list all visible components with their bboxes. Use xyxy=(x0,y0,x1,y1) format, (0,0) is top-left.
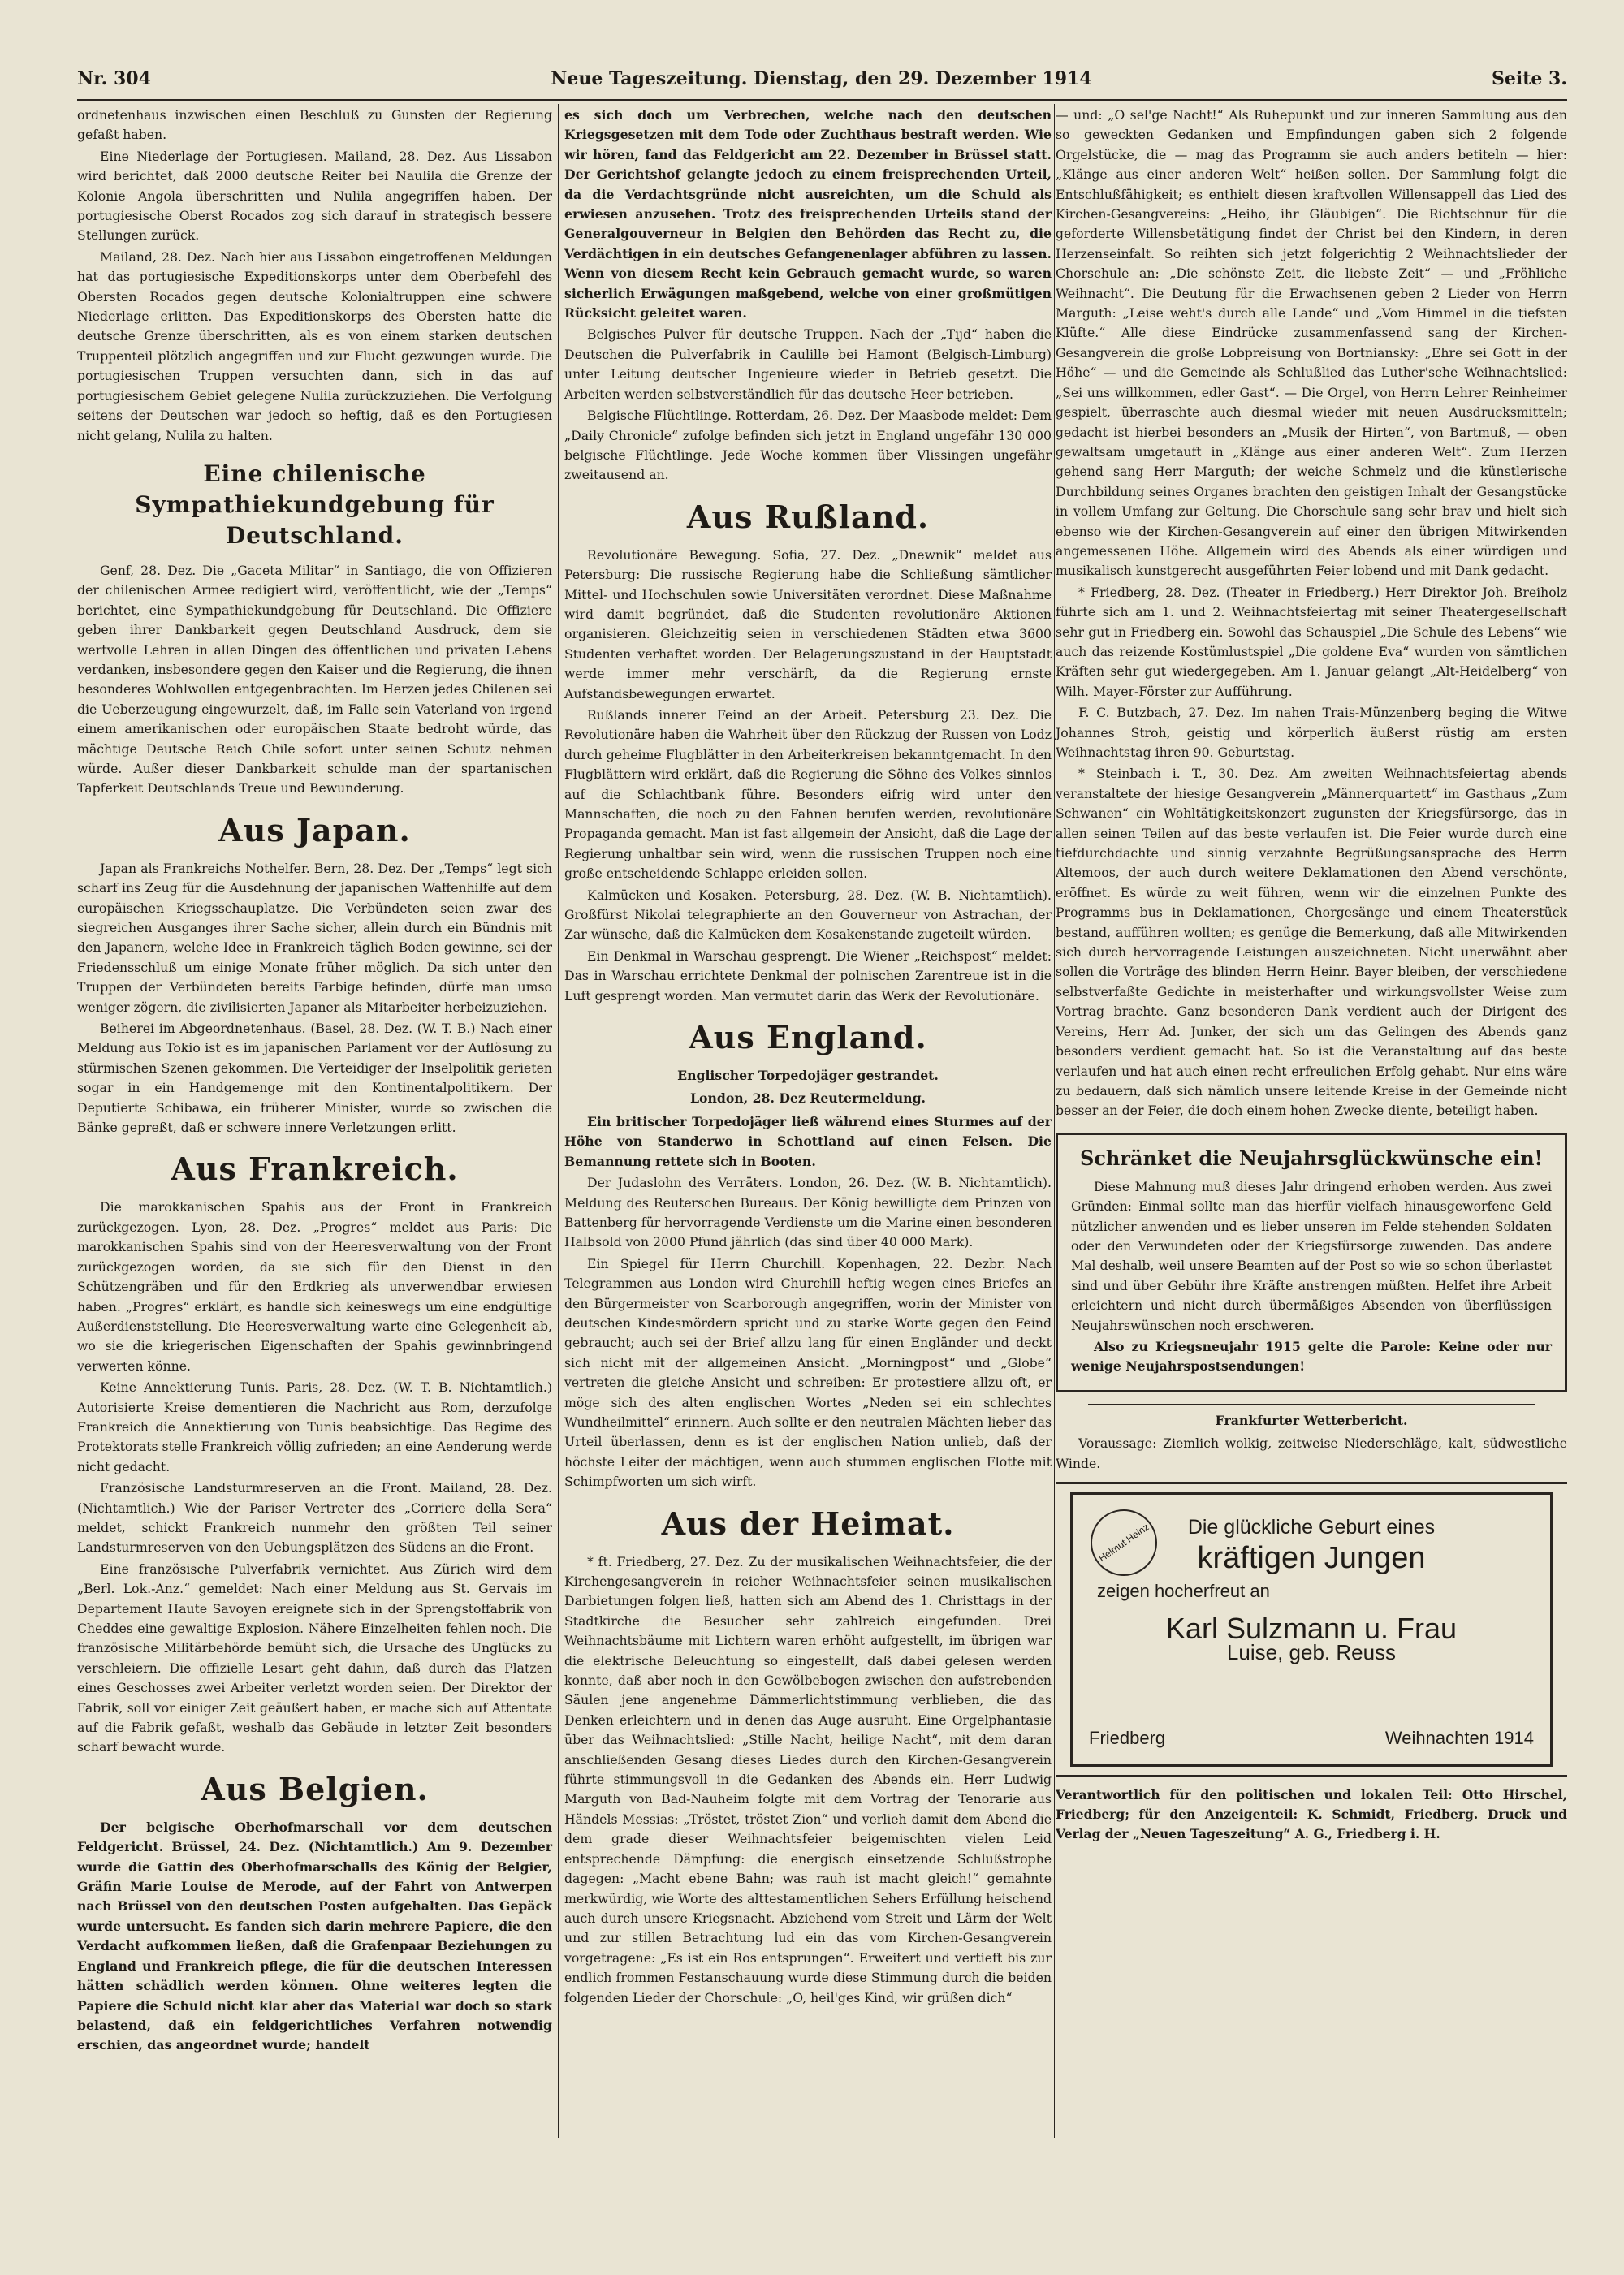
article-paragraph: es sich doch um Verbrechen, welche nach den deutschen Kriegsgesetzen mit dem Tode oder Zuchthaus bestraft werden. Wie wir hören, fand das Feldgericht am 22. Dezember in Brüssel statt. Der Gerichtshof gelangte jedoch zu einem freisprechenden Urteil, da die Verdachtsgründe nicht ausreichten, um die Schuld als erwiesen anzusehen. Trotz des freisprechenden Urteils stand der Generalgouverneur in Belgien den Behörden das Recht zu, die Verdächtigen in ein deutsches Gefangenenlager abführen zu lassen. Wenn von diesem Recht kein Gebrauch gemacht wurde, so waren sicherlich Erwägungen maßgebend, welche von einer großmütigen Rücksicht geleitet waren. xyxy=(564,107,1052,322)
notice-box xyxy=(1056,1133,1567,1392)
ad-headline: kräftigen Jungen xyxy=(1197,1541,1426,1576)
section-heading-japan: Aus Japan. xyxy=(218,811,411,848)
section-heading-chile: Eine chilenische Sympathiekundgebung für Deutschland. xyxy=(135,460,495,549)
article-paragraph: Rußlands innerer Feind an der Arbeit. Petersburg 23. Dez. Die Revolutionäre haben die Wahrheit über den Rückzug der Russen von Lodz durch geheime Flugblätter in den Arbeiterkreisen bekanntgemacht. In den Flugblättern wird erklärt, daß die Regierung die Söhne des Volkes sinnlos auf die Schlachtbank führe. Besonders eifrig wird unter den Mannschaften, die noch zu den Fahnen berufen werden, revolutionäre Propaganda gemacht. Man ist fast allgemein der Ansicht, daß die Lage der Regierung unhaltbar sein wird, wenn die russischen Truppen noch eine große entscheidende Schlappe erleiden sollen. xyxy=(564,706,1052,882)
divider xyxy=(1088,1404,1535,1405)
article-paragraph: Revolutionäre Bewegung. Sofia, 27. Dez. „Dnewnik“ meldet aus Petersburg: Die russische Regierung habe die Schließung sämtlicher Mittel- und Hochschulen sowie Universitäten verordnet. Diese Maßnahme wird damit begründet, daß die Studenten revolutionäre Aktionen organisieren. Gleichzeitig seien in verschiedenen Städten etwa 3600 Studenten verhaftet worden. Der Belagerungszustand in der Hauptstadt werde immer mehr verschärft, da die Regierung ernste Aufstandsbewegungen erwartet. xyxy=(564,546,1052,701)
article-paragraph: Beiherei im Abgeordnetenhaus. (Basel, 28. Dez. (W. T. B.) Nach einer Meldung aus Tokio ist es im japanischen Parlament vor der Auflösung zu stürmischen Szenen gekommen. Die Verteidiger der Inselpolitik gerieten sogar in ein Handgemenge mit den Kontinentalpolitikern. Der Deputierte Schibawa, ein früherer Minister, wurde so zwischen die Bänke gepreßt, daß er schwere innere Verletzungen erlitt. xyxy=(77,1021,552,1136)
page-number: Seite 3. xyxy=(1491,68,1567,89)
article-paragraph: Der belgische Oberhofmarschall vor dem deutschen Feldgericht. Brüssel, 24. Dez. (Nichtamtlich.) Am 9. Dezember wurde die Gattin des Oberhofmarschalls des König der Belgier, Gräfin Marie Louise de Merode, auf der Fahrt von Antwerpen nach Brüssel von den deutschen Posten aufgehalten. Das Gepäck wurde untersucht. Es fanden sich darin mehrere Papiere, die den Verdacht aufkommen ließen, daß die Grafenpaar Beziehungen zu England und Frankreich pflege, die für die deutschen Interessen hätten schädlich werden können. Ohne weiteres legten die Papiere die Schuld nicht klar aber das Material war doch so stark belastend, daß ein feldgerichtliches Verfahren notwendig erschien, das angeordnet wurde; handelt xyxy=(77,1819,552,2053)
divider xyxy=(1056,1775,1567,1777)
column-3 xyxy=(1056,106,1567,1844)
subheading: Englischer Torpedojäger gestrandet. xyxy=(677,1068,939,1084)
ad-names-sub: Luise, geb. Reuss xyxy=(1226,1639,1397,1664)
notice-title: Schränket die Neujahrsglückwünsche ein! xyxy=(1079,1146,1544,1170)
article-paragraph: Eine französische Pulverfabrik vernichtet. Aus Zürich wird dem „Berl. Lok.-Anz.“ gemeldet: Nach einer Meldung aus St. Gervais im Departement Haute Savoyen ereignete sich in der Sprengstoffabrik von Cheddes eine gewaltige Explosion. Nähere Einzelheiten fehlen noch. Die französische Militärbehörde bemüht sich, die Ursache des Unglücks zu verschleiern. Die offizielle Lesart geht dahin, daß durch das Platzen eines Geschosses zwei Arbeiter verletzt worden seien. Der Direktor der Fabrik, soll vor einiger Zeit geäußert haben, er mache sich auf Attentate auf die Fabrik gefaßt, weshalb das Gebäude in letzter Zeit besonders scharf bewacht wurde. xyxy=(77,1561,552,1755)
article-paragraph: * Friedberg, 28. Dez. (Theater in Friedberg.) Herr Direktor Joh. Breiholz führte sich am 1. und 2. Weihnachtsfeiertag mit seiner Theatergesellschaft sehr gut in Friedberg ein. Sowohl das Schauspiel „Die Schule des Lebens“ wie auch das reizende Kostümlustspiel „Die goldene Eva“ wurden von sämtlichen Kräften sehr gut wiedergegeben. Am 1. Januar gelangt „Alt-Heidelberg“ von Wilh. Mayer-Förster zur Aufführung. xyxy=(1056,584,1567,699)
article-paragraph: Mailand, 28. Dez. Nach hier aus Lissabon eingetroffenen Meldungen hat das portugiesische Expeditionskorps unter dem Oberbefehl des Obersten Rocados gegen deutsche Kolonialtruppen eine schwere Niederlage erlitten. Das Expeditionskorps des Obersten hatte die deutsche Grenze überschritten, als es von einem starken deutschen Truppenteil plötzlich angegriffen und zur Flucht gezwungen wurde. Die portugiesischen Truppen versuchten dann, sich in das auf portugiesischem Gebiet gelegene Nulila zurückzuziehen. Die Verfolgung seitens der Deutschen war jedoch so heftig, daß es den Portugiesen nicht gelang, Nulila zu halten. xyxy=(77,248,552,443)
article-paragraph: — und: „O sel'ge Nacht!“ Als Ruhepunkt und zur inneren Sammlung aus den so geweckten Gedanken und Empfindungen gaben sich 2 folgende Orgelstücke, die — mag das Programm sie auch anders betiteln — hier: „Klänge aus einer anderen Welt“ heißen sollen. Der Sammlung folgt die Entschlußfähigkeit; es enthielt diesen kraftvollen Willensappell das Lied des Kirchen-Gesangvereins: „Heiho, ihr Gläubigen“. Die Richtschnur für die geforderte Willensbetätigung findet der Christ bei den Kindern, in deren Herzenseinfalt. So reihten sich jetzt folgerichtig 2 Weihnachtslieder der Chorschule an: „Die schönste Zeit, die liebste Zeit“ — und „Fröhliche Weihnacht“. Die Deutung für die Erwachsenen geben 2 Lieder von Herrn Marguth: „Leise weht's durch alle Lande“ und „Vom Himmel in die tiefsten Klüfte.“ Alle diese Eindrücke zusammenfassend sang der Kirchen-Gesangverein die große Lobpreisung von Bortniansky: „Ehre sei Gott in der Höhe“ — und die Gemeinde als Schlußlied das Luther'sche Weihnachtslied: „Sei uns willkommen, edler Gast“. — Die Orgel, von Herrn Lehrer Reinheimer gespielt, überraschte auch diesmal wieder mit neuen Ausdrucksmitteln; gedacht ist hierbei besonders an „Musik der Hirten“, von Bartmuß, — oben gewaltsam umgetauft in „Klänge aus einer anderen Welt“. Zum Herzen gehend sang Herr Marguth; der weiche Schmelz und die künstlerische Durchbildung seines Organes brachten den geistigen Inhalt der Gesangstücke in vollem Umfang zur Geltung. Die Chorschule sang sehr brav und hielt sich ebenso wie der Kirchen-Gesangverein auf einer den übrigen Mitwirkenden angemessenen Höhe. Allgemein wird des Abends als einer würdigen und musikalisch kunstgerecht ausgeführten Feier lobend und mit Dank gedacht. xyxy=(1056,107,1567,579)
issue-number: Nr. 304 xyxy=(77,68,151,89)
article-paragraph: ordnetenhaus inzwischen einen Beschluß zu Gunsten der Regierung gefaßt haben. xyxy=(77,107,552,143)
column-1 xyxy=(77,106,552,2057)
ad-line: zeigen hocherfreut an xyxy=(1097,1580,1270,1601)
article-paragraph: * Steinbach i. T., 30. Dez. Am zweiten Weihnachtsfeiertag abends veranstaltete der hiesige Gesangverein „Männerquartett“ im Gasthaus „Zum Schwanen“ ein Wohltätigkeitskonzert zugunsten der Kriegsfürsorge, das in allen seinen Teilen auf das beste verlaufen ist. Die Feier wurde durch eine tiefdurchdachte und sinnig verzahnte Begrüßungsansprache des Herrn Altemoos, der auch durch weitere Deklamationen den Abend verschönte, eröffnet. Es würde zu weit führen, wenn wir die einzelnen Punkte des Programms bus in Deklamationen, Chorgesänge und einem Theaterstück bestand, aufführen wollten; es genüge die Bemerkung, daß alle Mitwirkenden sich durch hervorragende Leistungen auszeichneten. Nicht unerwähnt aber sollen die Vorträge des blinden Herrn Heinr. Bayer bleiben, der verschiedene selbstverfaßte Gedichte in meisterhafter und wirkungsvollster Weise zum Vortrag brachte. Ganz besonderen Dank verdient auch der Dirigent des Vereins, Herr Ad. Junker, der sich um das Gelingen des Abends ganz besonders verdient gemacht hat. So ist die Veranstaltung auf das beste verlaufen und hat auch einen recht erfreulichen Erfolg gehabt. Nur eins wäre zu bedauern, daß sich nämlich unsere leitende Kreise in der Gemeinde nicht besser an der Feier, die doch einem hohen Zwecke diente, beteiligt haben. xyxy=(1056,766,1567,1119)
subheading: London, 28. Dez Reutermeldung. xyxy=(689,1090,926,1107)
ad-date: Weihnachten 1914 xyxy=(1384,1727,1534,1748)
column-rule-2 xyxy=(1054,104,1055,2138)
section-heading-heimat: Aus der Heimat. xyxy=(661,1504,955,1542)
column-rule-1 xyxy=(558,104,559,2138)
weather-title: Frankfurter Wetterbericht. xyxy=(1215,1412,1408,1428)
masthead xyxy=(77,58,1567,101)
article-paragraph: Belgisches Pulver für deutsche Truppen. Nach der „Tijd“ haben die Deutschen die Pulverfabrik in Caulille bei Hamont (Belgisch-Limburg) unter Leitung deutscher Ingenieure wieder in Betrieb gesetzt. Die Arbeiten werden selbstverständlich für das deutsche Heer betrieben. xyxy=(564,326,1052,402)
imprint: Verantwortlich für den politischen und lokalen Teil: Otto Hirschel, Friedberg; für den Anzeigenteil: K. Schmidt, Friedberg. Druck und Verlag der „Neuen Tageszeitung“ A. G., Friedberg i. H. xyxy=(1056,1787,1567,1841)
weather-text: Voraussage: Ziemlich wolkig, zeitweise Niederschläge, kalt, südwestliche Winde. xyxy=(1056,1435,1567,1471)
article-paragraph: Kalmücken und Kosaken. Petersburg, 28. Dez. (W. B. Nichtamtlich). Großfürst Nikolai telegraphierte an den Gouverneur von Astrachan, der Zar wünsche, daß die Kalmücken dem Kosakenstande zugeteilt würden. xyxy=(564,887,1052,943)
section-heading-belgien: Aus Belgien. xyxy=(201,1770,429,1807)
article-paragraph: * ft. Friedberg, 27. Dez. Zu der musikalischen Weihnachtsfeier, die der Kirchengesangverein in reicher Weihnachtsfeier seinen musikalischen Darbietungen folgen ließ, hatten sich am Abend des 1. Christtags in der Stadtkirche die Besucher sehr zahlreich eingefunden. Drei Weihnachtsbäume mit Lichtern waren erhöht aufgestellt, im übrigen war die elektrische Beleuchtung so eingestellt, daß dabei gelesen werden konnte, daß aber noch in den Gewölbebogen zwischen den aufstrebenden Säulen jene angenehme Dämmerlichtstimmung verblieben, die das Denken erleichtern und in denen das Auge ausruht. Eine Orgelphantasie über das Weihnachtslied: „Stille Nacht, heilige Nacht“, mit dem daran anschließenden Gesang dieses Liedes durch den Kirchen-Gesangverein führte stimmungsvoll in die Gedanken des Abends ein. Herr Ludwig Marguth von Bad-Nauheim folgte mit dem Vortrag der Tenorarie aus Händels Messias: „Tröstet, tröstet Zion“ und verlieh damit dem Abend die dem grade dieser Weihnachtsfeier beigemischten vielen Leid entsprechende Dämpfung: die energisch einsetzende Schlußstrophe dagegen: „Macht ebene Bahn; was rauh ist macht gleich!“ gemahnte merkwürdig, wie Worte des alttestamentlichen Sehers Erfüllung heischend auch durch unsere Kriegsnacht. Abziehend vom Streit und Lärm der Welt und zur stillen Betrachtung lud ein das vom Kirchen-Gesangverein vorgetragene: „Es ist ein Ros entsprungen“. Erweitert und vertieft bis zur endlich frommen Festanschauung wurde diese Stimmung durch die beiden folgenden Lieder der Chorschule: „O, heil'ges Kind, wir grüßen dich“ xyxy=(564,1553,1052,2005)
article-paragraph: Die marokkanischen Spahis aus der Front in Frankreich zurückgezogen. Lyon, 28. Dez. „Progres“ meldet aus Paris: Die marokkanischen Spahis sind von der Heeresverwaltung von der Front zurückgezogen worden, da sie sich für den Dienst in den Schützengräben und für den Erdkrieg als unverwendbar erwiesen haben. „Progres“ erklärt, es handle sich keineswegs um eine endgültige Außerdienststellung. Die Heeresverwaltung warte eine Gelegenheit ab, wo sie die kriegerischen Eigenschaften der Spahis gewinnbringend verwerten könne. xyxy=(77,1199,552,1374)
paper-title-date: Neue Tageszeitung. Dienstag, den 29. Dezember 1914 xyxy=(551,68,1092,89)
article-paragraph: Französische Landsturmreserven an die Front. Mailand, 28. Dez. (Nichtamtlich.) Wie der Pariser Vertreter des „Corriere della Sera“ meldet, schickt Frankreich nunmehr den größten Teil seiner Landsturmreserven von den Uebungsplätzen des Südens an die Front. xyxy=(77,1480,552,1556)
divider xyxy=(1056,1482,1567,1484)
stamp-logo: Helmut Heinz xyxy=(1078,1496,1170,1589)
article-paragraph: Der Judaslohn des Verräters. London, 26. Dez. (W. B. Nichtamtlich). Meldung des Reuterschen Bureaus. Der König bewilligte dem Prinzen von Battenberg für hervorragende Verdienste um die Marine einen besonderen Halbsold von 2000 Pfund jährlich (das sind über 40 000 Mark). xyxy=(564,1175,1052,1250)
birth-announcement-ad xyxy=(1070,1492,1553,1767)
section-heading-england: Aus England. xyxy=(689,1019,927,1056)
article-paragraph: Belgische Flüchtlinge. Rotterdam, 26. Dez. Der Maasbode meldet: Dem „Daily Chronicle“ zufolge befinden sich jetzt in England ungefähr 130 000 belgische Flüchtlinge. Jede Woche kommen über Vlissingen ungefähr zweitausend an. xyxy=(564,408,1052,483)
article-paragraph: Ein britischer Torpedojäger ließ während eines Sturmes auf der Höhe von Standerwo in Schottland auf einen Felsen. Die Bemannung rettete sich in Booten. xyxy=(564,1113,1052,1169)
section-heading-russland: Aus Rußland. xyxy=(686,498,930,535)
notice-paragraph: Diese Mahnung muß dieses Jahr dringend erhoben werden. Aus zwei Gründen: Einmal sollte man das hierfür vielfach hinausgeworfene Geld nützlicher anwenden und es lieber unseren im Felde stehenden Soldaten oder den Verwundeten oder der Kriegsfürsorge zuwenden. Das andere Mal deshalb, weil unsere Beamten auf der Post so wie so schon überlastet sind und über Gebühr ihre Kräfte anstrengen müßten. Helfet ihre Arbeit erleichtern und nicht durch übermäßiges Absenden von überflüssigen Neujahrswünschen noch erschweren. xyxy=(1071,1178,1552,1333)
article-paragraph: Eine Niederlage der Portugiesen. Mailand, 28. Dez. Aus Lissabon wird berichtet, daß 2000 deutsche Reiter bei Naulila die Grenze der Kolonie Angola überschritten und Nulila angegriffen haben. Der portugiesische Oberst Rocados zog sich darauf in strategisch bessere Stellungen zurück. xyxy=(77,148,552,244)
article-paragraph: Ein Spiegel für Herrn Churchill. Kopenhagen, 22. Dezbr. Nach Telegrammen aus London wird Churchill heftig wegen eines Briefes an den Bürgermeister von Scarborough angegriffen, worin der Minister von deutschen Kindesmördern spricht und zu starke Worte gegen den Feind gebraucht; auch sei der Brief allzu lang für einen Engländer und deckt sich nicht mit der allgemeinen Ansicht. „Morningpost“ und „Globe“ vertreten die gleiche Ansicht und schreiben: Er protestiere allzu oft, er möge sich des alten englischen Wortes „Neden sei ein schlechtes Wundheilmittel“ erinnern. Auch sollte er den neutralen Mächten lieber das Urteil überlassen, denn es ist der englischen Nation unlieb, daß der höchste Leiter der mächtigen, wenn auch stummen englischen Flotte mit Schimpfworten um sich wirft. xyxy=(564,1255,1052,1490)
article-paragraph: Japan als Frankreichs Nothelfer. Bern, 28. Dez. Der „Temps“ legt sich scharf ins Zeug für die Ausdehnung der japanischen Waffenhilfe auf dem europäischen Kriegsschauplatze. Die Verbündeten seien zwar des siegreichen Ausganges ihrer Sache sicher, allein durch ein Bündnis mit den Japanern, welche Idee in Frankreich täglich Boden gewinne, sei der Friedensschluß um einige Monate früher möglich. Da sich unter den Truppen der Verbündeten bereits Farbige befinden, dürfe man umso weniger zögern, die zivilisierten Japaner als Mitarbeiter herbeizuziehen. xyxy=(77,860,552,1015)
notice-paragraph: Also zu Kriegsneujahr 1915 gelte die Parole: Keine oder nur wenige Neujahrspostsendungen! xyxy=(1071,1338,1552,1375)
ad-line: Die glückliche Geburt eines xyxy=(1187,1516,1436,1539)
ad-place: Friedberg xyxy=(1089,1727,1166,1748)
column-2 xyxy=(564,106,1052,2010)
article-paragraph: Genf, 28. Dez. Die „Gaceta Militar“ in Santiago, die von Offizieren der chilenischen Armee redigiert wird, veröffentlicht, wie der „Temps“ berichtet, eine Sympathiekundgebung für Deutschland. Die Offiziere geben ihrer Dankbarkeit gegen Deutschland Ausdruck, dem sie wertvolle Lehren in allen Dingen des öffentlichen und privaten Lebens verdanken, insbesondere gegen den Kaiser und die Regierung, die ihnen besonderes Wohlwollen entgegenbrachten. Im Herzen jedes Chilenen sei die Ueberzeugung eingewurzelt, daß, im Falle sein Vaterland von irgend einem amerikanischen oder europäischen Staate bedroht würde, das mächtige Deutsche Reich Chile sofort unter seinen Schutz nehmen würde. Außer dieser Dankbarkeit schulde man der spartanischen Tapferkeit Deutschlands Treue und Bewunderung. xyxy=(77,562,552,796)
article-paragraph: F. C. Butzbach, 27. Dez. Im nahen Trais-Münzenberg beging die Witwe Johannes Stroh, geistig und körperlich äußerst rüstig am ersten Weihnachtstag ihren 90. Geburtstag. xyxy=(1056,705,1567,760)
section-heading-frankreich: Aus Frankreich. xyxy=(171,1150,459,1188)
article-paragraph: Ein Denkmal in Warschau gesprengt. Die Wiener „Reichspost“ meldet: Das in Warschau errichtete Denkmal der polnischen Zarentreue ist in die Luft gesprengt worden. Man vermutet darin das Werk der Revolutionäre. xyxy=(564,948,1052,1004)
article-paragraph: Keine Annektierung Tunis. Paris, 28. Dez. (W. T. B. Nichtamtlich.) Autorisierte Kreise dementieren die Nachricht aus Rom, derzufolge Frankreich die Annektierung von Tunis beabsichtige. Das Regime des Protektorats stelle Frankreich völlig zufrieden; an eine Aenderung werde nicht gedacht. xyxy=(77,1379,552,1474)
ad-footer xyxy=(1089,1729,1534,1748)
ad-names: Karl Sulzmann u. Frau xyxy=(1165,1612,1458,1646)
